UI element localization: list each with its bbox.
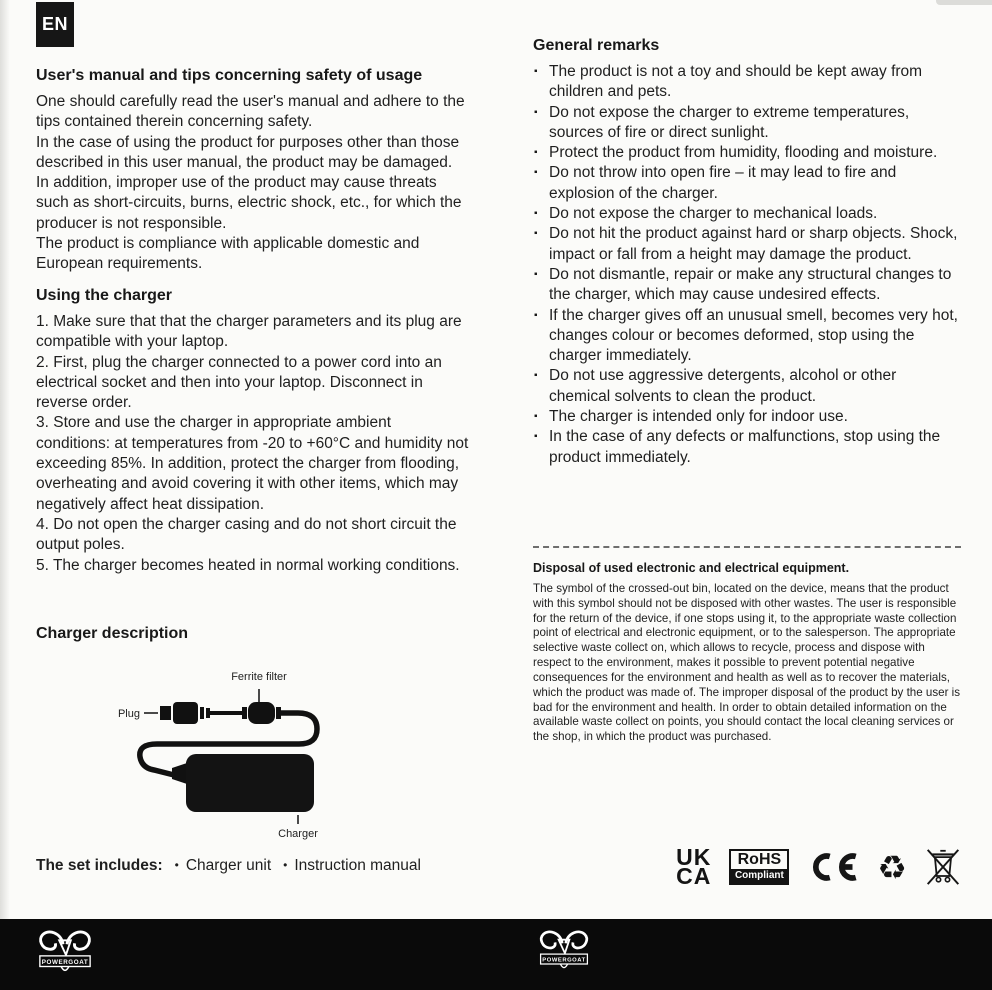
using-list xyxy=(36,312,469,576)
remarks-list xyxy=(533,62,961,468)
using-step: 5. The charger becomes heated in normal working conditions. xyxy=(36,556,460,574)
rohs-mark-label: RoHS xyxy=(737,850,782,868)
powergoat-logo xyxy=(537,926,591,975)
language-badge-label: EN xyxy=(41,14,68,34)
using-step: 2. First, plug the charger connected to a power cord into an electrical socket and then into your laptop. Disconnect in reverse order. xyxy=(36,353,442,412)
square-bullet-icon: ▪ xyxy=(534,147,538,159)
intro-body xyxy=(36,92,469,275)
using-heading: Using the charger xyxy=(36,287,173,304)
ukca-mark xyxy=(676,844,712,889)
description-heading: Charger description xyxy=(36,625,189,642)
disposal-heading: Disposal of used electronic and electrical equipment. xyxy=(533,561,850,575)
set-includes-line xyxy=(36,857,469,875)
charger-label: Charger xyxy=(278,828,318,840)
ukca-mark-bottom: CA xyxy=(676,863,712,889)
powergoat-logo-text: POWERGOAT xyxy=(542,957,586,964)
square-bullet-icon: ▪ xyxy=(534,411,538,423)
square-bullet-icon: ▪ xyxy=(534,431,538,443)
set-includes-item: Charger unit xyxy=(185,857,272,874)
square-bullet-icon: ▪ xyxy=(534,167,538,179)
intro-paragraph: One should carefully read the user's manual and adhere to the tips contained therein concerning safety. xyxy=(36,93,465,131)
square-bullet-icon: ▪ xyxy=(534,228,538,240)
remark-item: ▪ Do not throw into open fire – it may lead to fire and explosion of the charger. xyxy=(534,164,897,202)
remark-item: ▪ If the charger gives off an unusual smell, becomes very hot, changes colour or becomes deformed, stop using the charger immediately. xyxy=(534,306,958,365)
remark-item: ▪ Do not use aggressive detergents, alcohol or other chemical solvents to clean the product. xyxy=(534,367,897,405)
ce-mark-icon xyxy=(807,852,859,882)
bullet-icon: • xyxy=(283,858,288,872)
intro-heading: User's manual and tips concerning safety of usage xyxy=(36,67,423,84)
square-bullet-icon: ▪ xyxy=(534,370,538,382)
remark-item: ▪ Do not hit the product against hard or sharp objects. Shock, impact or fall from a height may damage the product. xyxy=(534,225,958,263)
scan-edge xyxy=(0,0,10,990)
using-step: 4. Do not open the charger casing and do not short circuit the output poles. xyxy=(36,515,457,554)
set-includes-label: The set includes: xyxy=(36,857,163,874)
remark-item: ▪ Do not expose the charger to mechanical loads. xyxy=(534,205,878,223)
compliance-marks-row xyxy=(533,843,961,891)
ferrite-filter-icon xyxy=(242,702,281,724)
remark-item: ▪ The product is not a toy and should be kept away from children and pets. xyxy=(534,63,923,101)
rohs-compliant-label: Compliant xyxy=(731,869,787,883)
language-badge xyxy=(36,2,74,47)
remark-item: ▪ In the case of any defects or malfunctions, stop using the product immediately. xyxy=(534,428,941,466)
recycle-icon: ♻ xyxy=(877,847,907,887)
scan-artifact xyxy=(936,0,992,5)
square-bullet-icon: ▪ xyxy=(534,268,538,280)
square-bullet-icon: ▪ xyxy=(534,208,538,220)
remark-item: ▪ Do not expose the charger to extreme temperatures, sources of fire or direct sunlight. xyxy=(534,103,910,141)
remark-item: ▪ The charger is intended only for indoor use. xyxy=(534,408,848,426)
plug-label: Plug xyxy=(117,708,140,720)
weee-bin-icon xyxy=(925,847,961,887)
disposal-body: The symbol of the crossed-out bin, located on the device, means that the product with this symbol should not be disposed with other wastes. The user is responsible for the return of the device, if one stops using it, to the appropriate waste collection point of electrical and electronic equipment, or to the salesperson. The appropriate selective waste collect on, which allows to recycle, process and dispose with respect to the environment, makes it possible to prevent potential negative consequences for the environment and health as well as to recover the materials, which the product was made of. The improper disposal of the product by the user is bad for the environment and health. In order to obtain detailed information on the available waste collect on points, you should contact the local cleaning services or the shop, in which the product was purchased. xyxy=(533,582,961,744)
footer-band xyxy=(0,919,992,990)
set-includes-item: Instruction manual xyxy=(294,857,421,874)
charger-body xyxy=(186,754,314,812)
ferrite-filter-label: Ferrite filter xyxy=(231,671,287,683)
using-step: 1. Make sure that that the charger parameters and its plug are compatible with your laptop. xyxy=(36,313,462,351)
intro-paragraph: In the case of using the product for purposes other than those described in this user manual, the product may be damaged. In addition, improper use of the product may cause threats such as short-circuits, burns, electric shock, etc., for which the producer is not responsible. xyxy=(36,133,462,232)
remark-item: ▪ Do not dismantle, repair or make any structural changes to the charger, which may cause undesired effects. xyxy=(534,265,952,304)
intro-paragraph: The product is compliance with applicable domestic and European requirements. xyxy=(36,235,420,273)
ukca-mark-top: UK xyxy=(676,844,712,871)
rohs-mark xyxy=(729,849,789,885)
powergoat-logo-text: POWERGOAT xyxy=(41,959,89,967)
using-step: 3. Store and use the charger in appropriate ambient conditions: at temperatures from -20 to +60°C and humidity not exceeding 85%. In addition, protect the charger from flooding, overheating and avoid covering it with other items, which may negatively affect heat dissipation. xyxy=(36,414,469,513)
dashed-divider xyxy=(533,546,961,548)
square-bullet-icon: ▪ xyxy=(534,106,538,118)
square-bullet-icon: ▪ xyxy=(534,66,538,77)
plug-connector-icon xyxy=(160,702,210,724)
remark-item: ▪ Protect the product from humidity, flooding and moisture. xyxy=(534,144,938,162)
bullet-icon: • xyxy=(174,858,179,872)
square-bullet-icon: ▪ xyxy=(534,309,538,321)
remarks-heading: General remarks xyxy=(533,37,660,54)
charger-diagram xyxy=(36,653,469,848)
powergoat-logo xyxy=(36,926,94,978)
